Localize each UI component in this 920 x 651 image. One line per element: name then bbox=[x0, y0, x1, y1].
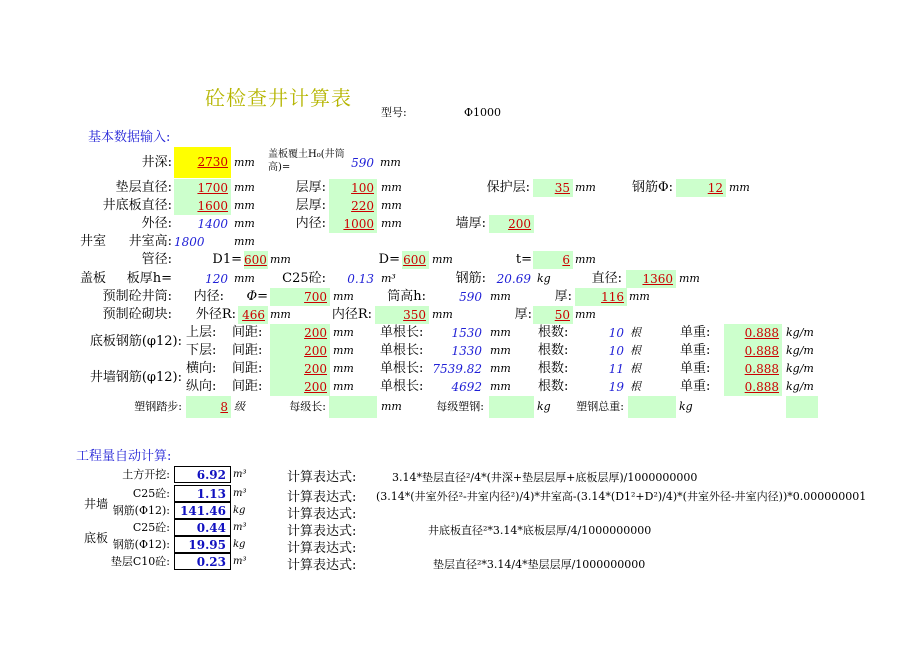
formula-cushion-c10: 垫层直径²*3.14/4*垫层层厚/1000000000 bbox=[433, 558, 646, 571]
wall-rebar-v-sp-label: 间距: bbox=[232, 379, 263, 394]
plate-c25-value: 0.13 bbox=[347, 272, 374, 286]
wall-rebar-h-cnt-unit: 根 bbox=[630, 362, 641, 375]
model-value: Φ1000 bbox=[464, 106, 502, 119]
steps-unit: 级 bbox=[234, 400, 245, 413]
tube-phi-unit: mm bbox=[333, 290, 354, 303]
cover-plate-group-label: 盖板 bbox=[80, 271, 107, 286]
wall-rebar-group-label: 井墙钢筋(φ12): bbox=[89, 370, 182, 385]
result-unit-cushion-c10: m³ bbox=[233, 556, 247, 567]
model-label: 型号: bbox=[381, 106, 407, 119]
inner-diameter-label: 内径: bbox=[295, 216, 326, 231]
bottom-thickness-label: 层厚: bbox=[295, 198, 326, 213]
wall-rebar-v-dir: 纵向: bbox=[186, 379, 217, 394]
wall-rebar-h-w-unit: kg/m bbox=[786, 362, 814, 375]
outer-diameter-label: 外径: bbox=[141, 216, 172, 231]
result-value-wall-steel: 141.46 bbox=[174, 502, 231, 519]
wall-rebar-v-w-unit: kg/m bbox=[786, 380, 814, 393]
result-label-excavation: 土方开挖: bbox=[122, 468, 170, 481]
cover-label: 盖板覆土H₀(井筒高)= bbox=[268, 149, 345, 173]
tube-height-unit: mm bbox=[490, 290, 511, 303]
cushion-thickness-unit: mm bbox=[381, 181, 402, 194]
rebar-label: 钢筋Φ: bbox=[631, 180, 673, 195]
wall-rebar-v-len-label: 单根长: bbox=[380, 379, 424, 394]
wall-rebar-v-cnt-unit: 根 bbox=[630, 380, 641, 393]
result-label-cushion-c10: 垫层C10砼: bbox=[110, 555, 170, 568]
inner-diameter-unit: mm bbox=[381, 217, 402, 230]
step-length-input[interactable] bbox=[329, 396, 377, 418]
formula-excavation: 3.14*垫层直径²/4*(井深+垫层层厚+底板层厚)/1000000000 bbox=[392, 471, 698, 484]
expr-label-5: 计算表达式: bbox=[287, 541, 357, 556]
block-outer-unit: mm bbox=[270, 308, 291, 321]
bottom-rebar-top-dir: 上层: bbox=[186, 325, 217, 340]
protect-unit: mm bbox=[575, 181, 596, 194]
wall-rebar-h-cnt-value: 11 bbox=[608, 362, 624, 376]
bottom-rebar-bot-len-label: 单根长: bbox=[380, 343, 424, 358]
bottom-rebar-top-len-label: 单根长: bbox=[380, 325, 424, 340]
wall-rebar-h-w-input[interactable]: 0.888 bbox=[724, 360, 782, 378]
chamber-height-value: 1800 bbox=[174, 235, 205, 249]
protect-input[interactable]: 35 bbox=[533, 179, 573, 197]
plate-c25-unit: m³ bbox=[381, 272, 396, 285]
bottom-rebar-top-sp-input[interactable]: 200 bbox=[270, 324, 330, 342]
outer-diameter-unit: mm bbox=[234, 217, 255, 230]
formula-bottom-c25: 井底板直径²*3.14*底板层厚/4/1000000000 bbox=[428, 524, 652, 537]
precast-block-label: 预制砼砌块: bbox=[102, 307, 172, 322]
chamber-height-label: 井室高: bbox=[128, 234, 172, 249]
tube-inner-label: 内径: bbox=[193, 289, 224, 304]
bottom-diameter-unit: mm bbox=[234, 199, 255, 212]
outer-diameter-value: 1400 bbox=[197, 217, 228, 231]
cushion-diameter-label: 垫层直径: bbox=[115, 180, 172, 195]
depth-input[interactable]: 2730 bbox=[174, 147, 231, 178]
t-unit: mm bbox=[575, 253, 596, 266]
block-outer-input[interactable]: 466 bbox=[238, 306, 268, 324]
result-unit-excavation: m³ bbox=[233, 469, 247, 480]
block-thickness-label: 厚: bbox=[514, 307, 532, 322]
wall-rebar-h-len-label: 单根长: bbox=[380, 361, 424, 376]
result-value-cushion-c10: 0.23 bbox=[174, 553, 231, 570]
wall-rebar-v-cnt-value: 19 bbox=[608, 380, 624, 394]
cushion-thickness-label: 层厚: bbox=[295, 180, 326, 195]
expr-label-6: 计算表达式: bbox=[287, 558, 357, 573]
steps-input[interactable]: 8 bbox=[186, 396, 231, 418]
t-label: t= bbox=[515, 252, 532, 267]
result-label-bottom-c25: C25砼: bbox=[132, 521, 170, 534]
bottom-rebar-bot-cnt-value: 10 bbox=[608, 344, 624, 358]
plate-steel-value: 20.69 bbox=[496, 272, 531, 286]
bottom-rebar-top-len-value: 1530 bbox=[451, 326, 482, 340]
expr-label-3: 计算表达式: bbox=[287, 507, 357, 522]
result-unit-wall-c25: m³ bbox=[233, 488, 247, 499]
bottom-rebar-bot-w-label: 单重: bbox=[680, 343, 711, 358]
cover-value: 590 bbox=[351, 156, 374, 170]
plate-steel-label: 钢筋: bbox=[455, 271, 486, 286]
bottom-rebar-top-len-unit: mm bbox=[490, 326, 511, 339]
result-value-wall-c25: 1.13 bbox=[174, 485, 231, 502]
steel-total-unit: kg bbox=[679, 400, 693, 413]
plate-steel-unit: kg bbox=[537, 272, 551, 285]
wall-rebar-h-sp-label: 间距: bbox=[232, 361, 263, 376]
steps-label: 塑钢踏步: bbox=[134, 400, 182, 413]
inner-diameter-input[interactable]: 1000 bbox=[329, 215, 377, 233]
wall-rebar-h-dir: 横向: bbox=[186, 361, 217, 376]
block-inner-input[interactable]: 350 bbox=[375, 306, 429, 324]
plate-c25-label: C25砼: bbox=[282, 271, 326, 286]
result-unit-wall-steel: kg bbox=[233, 505, 246, 516]
result-value-bottom-steel: 19.95 bbox=[174, 536, 231, 553]
chamber-group-label: 井室 bbox=[80, 234, 107, 249]
section-auto-calc: 工程量自动计算: bbox=[76, 449, 172, 464]
step-steel-unit: kg bbox=[537, 400, 551, 413]
bottom-rebar-top-cnt-label: 根数: bbox=[538, 325, 569, 340]
rebar-unit: mm bbox=[729, 181, 750, 194]
block-outer-label: 外径R: bbox=[195, 307, 236, 322]
bottom-thickness-unit: mm bbox=[381, 199, 402, 212]
bottom-rebar-top-w-label: 单重: bbox=[680, 325, 711, 340]
plate-dia-unit: mm bbox=[679, 272, 700, 285]
bottom-rebar-bot-sp-unit: mm bbox=[333, 344, 354, 357]
cushion-thickness-input[interactable]: 100 bbox=[329, 179, 377, 197]
wall-rebar-v-w-input[interactable]: 0.888 bbox=[724, 378, 782, 396]
result-label-wall-c25: C25砼: bbox=[132, 487, 170, 500]
bottom-rebar-bot-w-unit: kg/m bbox=[786, 344, 814, 357]
wall-rebar-h-sp-unit: mm bbox=[333, 362, 354, 375]
block-inner-label: 内径R: bbox=[331, 307, 372, 322]
wall-rebar-v-cnt-label: 根数: bbox=[538, 379, 569, 394]
chamber-height-unit: mm bbox=[234, 235, 255, 248]
t-input[interactable]: 6 bbox=[533, 251, 573, 269]
block-inner-unit: mm bbox=[432, 308, 453, 321]
wall-rebar-v-sp-unit: mm bbox=[333, 380, 354, 393]
depth-label: 井深: bbox=[141, 155, 172, 170]
expr-label-4: 计算表达式: bbox=[287, 524, 357, 539]
wall-rebar-v-len-value: 4692 bbox=[451, 380, 482, 394]
bottom-diameter-label: 井底板直径: bbox=[102, 198, 172, 213]
d1-input[interactable]: 600 bbox=[244, 253, 267, 267]
wall-thickness-label: 墙厚: bbox=[455, 216, 486, 231]
result-label-bottom-steel: 钢筋(Φ12): bbox=[112, 538, 170, 551]
plate-thickness-label: 板厚h= bbox=[126, 271, 172, 286]
wall-rebar-h-len-value: 7539.82 bbox=[432, 362, 482, 376]
d-unit: mm bbox=[432, 253, 453, 266]
wall-rebar-h-w-label: 单重: bbox=[680, 361, 711, 376]
result-label-wall-steel: 钢筋(Φ12): bbox=[112, 504, 170, 517]
d-label: D= bbox=[378, 252, 400, 267]
extra-cell bbox=[786, 396, 818, 418]
cushion-diameter-input[interactable]: 1700 bbox=[174, 179, 231, 197]
wall-rebar-v-sp-input[interactable]: 200 bbox=[270, 378, 330, 396]
tube-thickness-unit: mm bbox=[629, 290, 650, 303]
step-steel-input[interactable] bbox=[489, 396, 534, 418]
bottom-rebar-top-w-input[interactable]: 0.888 bbox=[724, 324, 782, 342]
wall-rebar-h-cnt-label: 根数: bbox=[538, 361, 569, 376]
bottom-rebar-bot-dir: 下层: bbox=[186, 343, 217, 358]
bottom-rebar-bot-len-value: 1330 bbox=[451, 344, 482, 358]
tube-thickness-input[interactable]: 116 bbox=[575, 288, 627, 306]
tube-height-label: 筒高h: bbox=[387, 289, 426, 304]
wall-rebar-v-w-label: 单重: bbox=[680, 379, 711, 394]
tube-height-value: 590 bbox=[459, 290, 482, 304]
d1-label: D1= bbox=[212, 252, 242, 267]
wall-rebar-h-len-unit: mm bbox=[490, 362, 511, 375]
bottom-rebar-bot-sp-label: 间距: bbox=[232, 343, 263, 358]
d-input[interactable]: 600 bbox=[402, 251, 429, 269]
wall-rebar-h-sp-input[interactable]: 200 bbox=[270, 360, 330, 378]
result-unit-bottom-steel: kg bbox=[233, 539, 246, 550]
tube-phi-label: Φ= bbox=[246, 289, 268, 304]
plate-dia-input[interactable]: 1360 bbox=[626, 270, 676, 288]
steel-total-label: 塑钢总重: bbox=[576, 400, 624, 413]
bottom-thickness-input[interactable]: 220 bbox=[329, 197, 377, 215]
step-steel-label: 每级塑钢: bbox=[436, 400, 484, 413]
formula-wall-c25: (3.14*(井室外径²-井室内径²)/4)*井室高-(3.14*(D1²+D²)/4)*(井室外径-井室内径))*0.000000001 bbox=[376, 490, 867, 503]
tube-phi-input[interactable]: 700 bbox=[270, 288, 330, 306]
bottom-rebar-top-sp-label: 间距: bbox=[232, 325, 263, 340]
bottom-rebar-bot-len-unit: mm bbox=[490, 344, 511, 357]
wall-rebar-v-len-unit: mm bbox=[490, 380, 511, 393]
depth-unit: mm bbox=[234, 156, 255, 169]
bottom-rebar-group-label: 底板钢筋(φ12): bbox=[89, 334, 182, 349]
plate-thickness-unit: mm bbox=[234, 272, 255, 285]
bottom-rebar-top-cnt-value: 10 bbox=[608, 326, 624, 340]
d1-unit: mm bbox=[270, 253, 291, 266]
step-length-unit: mm bbox=[381, 400, 402, 413]
page-title: 砼检查井计算表 bbox=[205, 86, 352, 110]
block-thickness-unit: mm bbox=[575, 308, 596, 321]
steel-total-value bbox=[628, 396, 676, 418]
plate-dia-label: 直径: bbox=[591, 271, 622, 286]
bottom-rebar-top-cnt-unit: 根 bbox=[630, 326, 641, 339]
cover-unit: mm bbox=[380, 156, 401, 169]
bottom-rebar-bot-w-input[interactable]: 0.888 bbox=[724, 342, 782, 360]
block-thickness-input[interactable]: 50 bbox=[533, 306, 573, 324]
step-length-label: 每级长: bbox=[289, 400, 326, 413]
precast-tube-label: 预制砼井筒: bbox=[102, 289, 172, 304]
result-value-bottom-c25: 0.44 bbox=[174, 519, 231, 536]
result-value-excavation: 6.92 bbox=[174, 466, 231, 483]
result-unit-bottom-c25: m³ bbox=[233, 522, 247, 533]
section-basic-input: 基本数据输入: bbox=[88, 130, 171, 145]
bottom-rebar-bot-cnt-label: 根数: bbox=[538, 343, 569, 358]
expr-label-2: 计算表达式: bbox=[287, 490, 357, 505]
tube-thickness-label: 厚: bbox=[554, 289, 572, 304]
cushion-diameter-unit: mm bbox=[234, 181, 255, 194]
bottom-rebar-bot-cnt-unit: 根 bbox=[630, 344, 641, 357]
wall-thickness-input[interactable]: 200 bbox=[489, 215, 534, 233]
expr-label-1: 计算表达式: bbox=[287, 470, 357, 485]
plate-thickness-value: 120 bbox=[205, 272, 228, 286]
bottom-rebar-bot-sp-input[interactable]: 200 bbox=[270, 342, 330, 360]
bottom-rebar-top-w-unit: kg/m bbox=[786, 326, 814, 339]
well-group-label: 井墙 bbox=[84, 497, 109, 511]
bottom-diameter-input[interactable]: 1600 bbox=[174, 197, 231, 215]
pipe-label: 管径: bbox=[141, 252, 172, 267]
bottom-rebar-top-sp-unit: mm bbox=[333, 326, 354, 339]
rebar-input[interactable]: 12 bbox=[676, 179, 726, 197]
bottom-group-label: 底板 bbox=[84, 531, 109, 545]
protect-label: 保护层: bbox=[486, 180, 530, 195]
